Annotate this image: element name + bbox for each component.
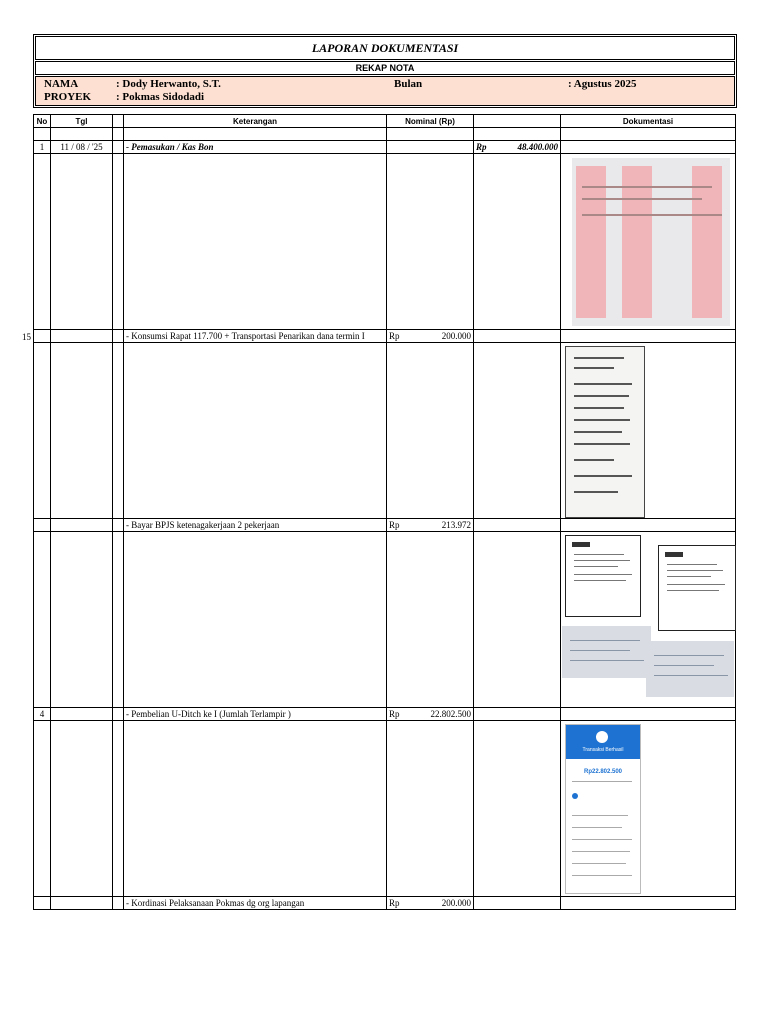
row-nominal: Rp 48.400.000 [474,141,561,154]
row-keterangan: - Kordinasi Pelaksanaan Pokmas dg org lapangan [124,897,387,910]
nota-photo-kasbon [572,158,730,326]
row-nominal: Rp 200.000 [387,897,474,910]
bank-avatar-icon [572,793,578,799]
report-title: LAPORAN DOKUMENTASI [35,36,735,60]
table-row [34,330,736,343]
bpjs-photo-2 [646,641,734,697]
table-row [34,519,736,532]
row-nominal: Rp 213.972 [387,519,474,532]
col-tgl: Tgl [51,115,113,128]
row-keterangan: - Konsumsi Rapat 117.700 + Transportasi Penarikan dana termin I [124,330,387,343]
row-no: 1 [34,141,51,154]
report-header [33,34,737,108]
transfer-title: Transaksi Berhasil [582,747,624,753]
table-row [34,708,736,721]
proyek-label: PROYEK [44,91,92,103]
bulan-label: Bulan [394,78,423,90]
table-row [34,141,736,154]
col-no: No [34,115,51,128]
col-nominal: Nominal (Rp) [387,115,474,128]
row-nominal: Rp 200.000 [387,330,474,343]
table-header-row [34,115,736,128]
nama-value: : Dody Herwanto, S.T. [116,78,221,90]
check-icon [596,731,608,743]
row-no: 4 [34,708,51,721]
bulan-value: : Agustus 2025 [568,78,637,90]
row-nominal: Rp 22.802.500 [387,708,474,721]
report-subtitle: REKAP NOTA [35,61,735,75]
transfer-receipt-uditch [565,724,641,894]
nama-label: NAMA [44,78,79,90]
table-row [34,897,736,910]
bpjs-letter-2 [658,545,736,631]
proyek-value: : Pokmas Sidodadi [116,91,205,103]
info-panel [35,76,735,106]
row-tgl: 11 / 08 / '25 [51,141,113,154]
row-keterangan: - Pemasukan / Kas Bon [124,141,387,154]
bpjs-letter-1 [565,535,641,617]
row-keterangan: - Bayar BPJS ketenagakerjaan 2 pekerjaan [124,519,387,532]
col-dokumentasi: Dokumentasi [561,115,736,128]
row-keterangan: - Pembelian U-Ditch ke I (Jumlah Terlampir ) [124,708,387,721]
transfer-amount: Rp22.802.500 [583,769,623,775]
table-spacer-row [34,128,736,141]
bpjs-photo-1 [562,626,651,678]
col-keterangan: Keterangan [124,115,387,128]
receipt-photo-konsumsi [565,346,645,518]
outside-marker: 15 [22,332,31,342]
